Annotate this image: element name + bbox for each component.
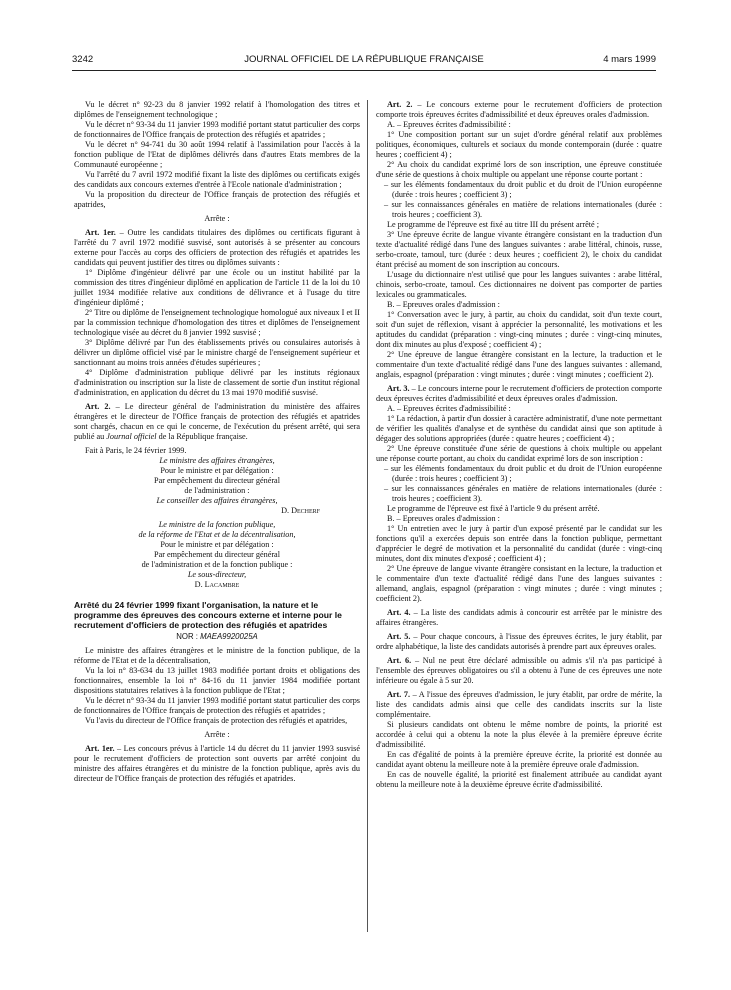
journal-title: JOURNAL OFFICIEL DE LA RÉPUBLIQUE FRANÇAISE: [244, 54, 484, 65]
article-label: Art. 5.: [387, 632, 411, 641]
paragraph: Le ministre des affaires étrangères et le ministre de la fonction publique, de la réforme de l'Etat et de la décentralisation,: [74, 646, 360, 665]
paragraph: Vu le décret n° 93-34 du 11 janvier 1993 modifié portant statut particulier des corps de fonctionnaires de l'Office français de protection des réfugiés et apatrides ;: [74, 120, 360, 139]
paragraph: Vu l'arrêté du 7 avril 1972 modifié fixant la liste des diplômes ou certificats exigés des candidats aux concours externes d'entrée à l'Ecole nationale d'administration ;: [74, 170, 360, 189]
article-label: Art. 6.: [387, 656, 412, 665]
article-text: – A l'issue des épreuves d'admission, le jury établit, par ordre de mérite, la liste des candidats admis ainsi que celle des candidats inscrits sur la liste complémentaire.: [376, 690, 662, 719]
journal-ref: Journal officiel: [106, 432, 157, 441]
article-paragraph: [74, 228, 360, 268]
paragraph: 3° Une épreuve écrite de langue vivante étrangère consistant en la traduction d'un texte d'actualité rédigé dans l'une des langues suivantes : arabe littéral, chinois, russe, serbo-croate, tamoul, turc (durée : deux heures ; coefficient 2), le choix du candidat étant précisé au moment de son inscription au concours.: [376, 230, 662, 269]
nor-code: MAEA9920025A: [200, 632, 258, 641]
article-label: Art. 1er.: [85, 228, 116, 237]
section-heading: A. – Epreuves écrites d'admissibilité :: [387, 120, 511, 129]
signature-line: de la réforme de l'Etat et de la décentralisation,: [138, 530, 296, 539]
article-label: Art. 3.: [387, 384, 410, 393]
paragraph: Vu la loi n° 83-634 du 13 juillet 1983 modifiée portant droits et obligations des fonctionnaires, ensemble la loi n° 84-16 du 11 janvier 1984 modifiée portant dispositions statutaires relatives à la fonction publique de l'Etat ;: [74, 666, 360, 695]
dash-item: – sur les éléments fondamentaux du droit public et du droit de l'Union européenne (durée : trois heures ; coefficient 3) ;: [384, 464, 662, 483]
article-label: Art. 4.: [387, 608, 411, 617]
paragraph: Vu l'avis du directeur de l'Office français de protection des réfugiés et apatrides,: [85, 716, 348, 725]
article-text-end: de la République française.: [156, 432, 248, 441]
signatory-name: D. Decherf: [281, 506, 320, 515]
page-header: [72, 54, 656, 70]
article-label: Art. 7.: [387, 690, 411, 699]
paragraph: 2° Une épreuve de langue vivante étrangère consistant en la lecture, la traduction et le commentaire d'un texte d'actualité rédigé dans l'une des langues suivantes : allemand, anglais, espagnol (préparation : vingt minutes ; durée : vingt minutes ; coefficient 2).: [376, 564, 662, 603]
paragraph: Vu le décret n° 92-23 du 8 janvier 1992 relatif à l'homologation des titres et diplômes de l'enseignement technologique ;: [74, 100, 360, 119]
issue-date: 4 mars 1999: [603, 54, 656, 65]
column-divider: [367, 100, 368, 932]
paragraph: Vu le décret n° 93-34 du 11 janvier 1993 modifié portant statut particulier des corps de fonctionnaires de l'Office français de protection des réfugiés et apatrides ;: [74, 696, 360, 715]
signature-line: Par empêchement du directeur général: [154, 476, 280, 485]
article-paragraph: [74, 402, 360, 442]
signature-line: Par empêchement du directeur général: [154, 550, 280, 559]
signature-line: Le ministre des affaires étrangères,: [159, 456, 275, 465]
paragraph: 4° Diplôme d'administration publique délivré par les instituts régionaux d'administration ou inscription sur la liste de classement de sortie d'un institut régional d'administration, en application du décret du 13 mai 1970 modifié susvisé.: [74, 368, 360, 397]
signature-place-date: Fait à Paris, le 24 février 1999.: [85, 446, 187, 455]
article-text: – La liste des candidats admis à concourir est arrêtée par le ministre des affaires étrangères.: [376, 608, 662, 627]
right-column: [376, 100, 662, 790]
paragraph: 2° Une épreuve de langue étrangère consistant en la lecture, la traduction et le commentaire d'un texte d'actualité rédigé dans l'une des langues suivantes : allemand, anglais, espagnol (préparation : vingt minutes ; durée : vingt minutes ; coefficient 2).: [376, 350, 662, 379]
article-label: Art. 1er.: [85, 744, 115, 753]
article-text: – Nul ne peut être déclaré admissible ou admis s'il n'a pas participé à l'ensemble des épreuves obligatoires ou s'il a obtenu à l'une de ces épreuves une note inférieure ou égale à 5 sur 20.: [376, 656, 662, 685]
article-paragraph: [74, 744, 360, 784]
decree-title: Arrêté du 24 février 1999 fixant l'organisation, la nature et le programme des épreuves des concours externe et interne pour le recrutement d'officiers de protection des réfugiés et apatrides: [74, 600, 342, 630]
article-paragraph: [376, 690, 662, 720]
article-text: – Le concours interne pour le recrutement d'officiers de protection comporte deux épreuves écrites d'admissibilité et deux épreuves orales d'admission.: [376, 384, 662, 403]
arrete-heading: Arrête :: [204, 730, 230, 739]
arrete-heading: Arrête :: [204, 214, 230, 223]
section-heading: B. – Epreuves orales d'admission :: [387, 514, 500, 523]
article-paragraph: [376, 100, 662, 120]
paragraph: 2° Titre ou diplôme de l'enseignement technologique homologué aux niveaux I et II par la commission technique d'homologation des titres et diplômes de l'enseignement technologique visée au décret du 8 janvier 1992 susvisé ;: [74, 308, 360, 337]
section-heading: A. – Epreuves écrites d'admissibilité :: [387, 404, 511, 413]
article-paragraph: [376, 656, 662, 686]
paragraph: 1° La rédaction, à partir d'un dossier à caractère administratif, d'une note permettant de vérifier les qualités d'analyse et de synthèse du candidat ainsi que son aptitude à dégager des solutions appropriées (durée : quatre heures ; coefficient 4) ;: [376, 414, 662, 443]
signature-line: Le sous-directeur,: [187, 570, 247, 579]
dash-item: – sur les connaissances générales en matière de relations internationales (durée : trois heures ; coefficient 3).: [384, 484, 662, 503]
article-label: Art. 2.: [85, 402, 111, 411]
page-number: 3242: [72, 54, 94, 65]
paragraph: 1° Un entretien avec le jury à partir d'un exposé présenté par le candidat sur les fonctions qu'il a exercées depuis son entrée dans la fonction publique, permettant d'apprécier le degré de motivation et la personnalité du candidat (durée : vingt-cinq minutes, dont dix minutes d'exposé ; coefficient 4) ;: [376, 524, 662, 563]
paragraph: 1° Diplôme d'ingénieur délivré par une école ou un institut habilité par la commission des titres d'ingénieur diplômé en application de l'article 11 de la loi du 10 juillet 1934 modifiée relative aux conditions de délivrance et à l'usage du titre d'ingénieur diplômé ;: [74, 268, 360, 307]
paragraph: 3° Diplôme délivré par l'un des établissements privés ou consulaires autorisés à délivrer un diplôme officiel visé par le ministre chargé de l'enseignement supérieur et sanctionnant au moins trois années d'études supérieures ;: [74, 338, 360, 367]
article-text: – Le directeur général de l'administration du ministère des affaires étrangères et le directeur de l'Office français de protection des réfugiés et apatrides sont chargés, chacun en ce qui le concerne, de l'exécution du présent arrêté, qui sera publié au: [74, 402, 360, 441]
paragraph: En cas de nouvelle égalité, la priorité est finalement attribuée au candidat ayant obtenu la meilleure note à la deuxième épreuve écrite d'admissibilité.: [376, 770, 662, 789]
left-column: [74, 100, 360, 784]
section-heading: B. – Epreuves orales d'admission :: [387, 300, 500, 309]
signature-line: Pour le ministre et par délégation :: [160, 466, 274, 475]
article-text: – Pour chaque concours, à l'issue des épreuves écrites, le jury établit, par ordre alphabétique, la liste des candidats autorisés à prendre part aux épreuves orales.: [376, 632, 662, 651]
signature-line: de l'administration :: [184, 486, 250, 495]
dash-item: – sur les connaissances générales en matière de relations internationales (durée : trois heures ; coefficient 3).: [384, 200, 662, 219]
article-label: Art. 2.: [387, 100, 413, 109]
signatory-name: D. Lacambre: [194, 580, 240, 589]
paragraph: 1° Conversation avec le jury, à partir, au choix du candidat, soit d'un texte court, soit d'un sujet de réflexion, visant à apprécier la personnalité, les motivations et les aptitudes du candidat (préparation : vingt-cinq minutes ; durée : vingt-cinq minutes, dont dix minutes au plus d'exposé ; coefficient 4) ;: [376, 310, 662, 349]
paragraph: 1° Une composition portant sur un sujet d'ordre général relatif aux problèmes politiques, économiques, culturels et sociaux du monde contemporain (durée : quatre heures ; coefficient 4) ;: [376, 130, 662, 159]
article-text: – Les concours prévus à l'article 14 du décret du 11 janvier 1993 susvisé pour le recrutement d'officiers de protection sont ouverts par arrêté conjoint du ministre des affaires étrangères et du ministre de la fonction publique, après avis du directeur de l'Office français de protection des réfugiés et apatrides.: [74, 744, 361, 783]
paragraph: L'usage du dictionnaire n'est utilisé que pour les langues suivantes : arabe littéral, chinois, serbo-croate, tamoul. Ces dictionnaires ne doivent pas comporter de parties lexicales ou grammaticales.: [376, 270, 662, 299]
signature-line: de l'administration et de la fonction publique :: [141, 560, 293, 569]
article-paragraph: [376, 632, 662, 652]
nor-reference: [74, 632, 360, 642]
header-rule: [72, 70, 656, 71]
paragraph: Si plusieurs candidats ont obtenu le même nombre de points, la priorité est accordée à celui qui a obtenu la note la plus élevée à la première épreuve écrite d'admissibilité.: [376, 720, 662, 749]
paragraph: En cas d'égalité de points à la première épreuve écrite, la priorité est donnée au candidat ayant obtenu la meilleure note à la première épreuve orale d'admission.: [376, 750, 662, 769]
dash-item: – sur les éléments fondamentaux du droit public et du droit de l'Union européenne (durée : trois heures ; coefficient 3) ;: [384, 180, 662, 199]
paragraph: 2° Une épreuve constituée d'une série de questions à choix multiple ou appelant une réponse courte portant, au choix du candidat exprimé lors de son inscription :: [376, 444, 662, 463]
article-paragraph: [376, 384, 662, 404]
paragraph: Vu le décret n° 94-741 du 30 août 1994 relatif à l'assimilation pour l'accès à la fonction publique de l'Etat de diplômes délivrés dans d'autres Etats membres de la Communauté européenne ;: [74, 140, 360, 169]
paragraph: Vu la proposition du directeur de l'Office français de protection des réfugiés et apatrides,: [74, 190, 360, 209]
article-text: – Le concours externe pour le recrutement d'officiers de protection comporte trois épreuves écrites d'admissibilité et deux épreuves orales d'admission.: [376, 100, 662, 119]
nor-label: NOR :: [176, 632, 201, 641]
signature-line: Pour le ministre et par délégation :: [160, 540, 274, 549]
article-paragraph: [376, 608, 662, 628]
article-text: – Outre les candidats titulaires des diplômes ou certificats figurant à l'arrêté du 7 avril 1972 modifié susvisé, sont autorisés à se présenter au concours externe pour l'accès au corps des officiers de protection des réfugiés et apatrides les candidats qui peuvent justifier des titres ou diplômes suivants :: [74, 228, 360, 267]
paragraph: Le programme de l'épreuve est fixé à l'article 9 du présent arrêté.: [387, 504, 600, 513]
paragraph: Le programme de l'épreuve est fixé au titre III du présent arrêté ;: [387, 220, 599, 229]
paragraph: 2° Au choix du candidat exprimé lors de son inscription, une épreuve constituée d'une série de questions à choix multiple ou appelant une réponse courte portant :: [376, 160, 662, 179]
signature-line: Le conseiller des affaires étrangères,: [156, 496, 278, 505]
signature-line: Le ministre de la fonction publique,: [158, 520, 276, 529]
